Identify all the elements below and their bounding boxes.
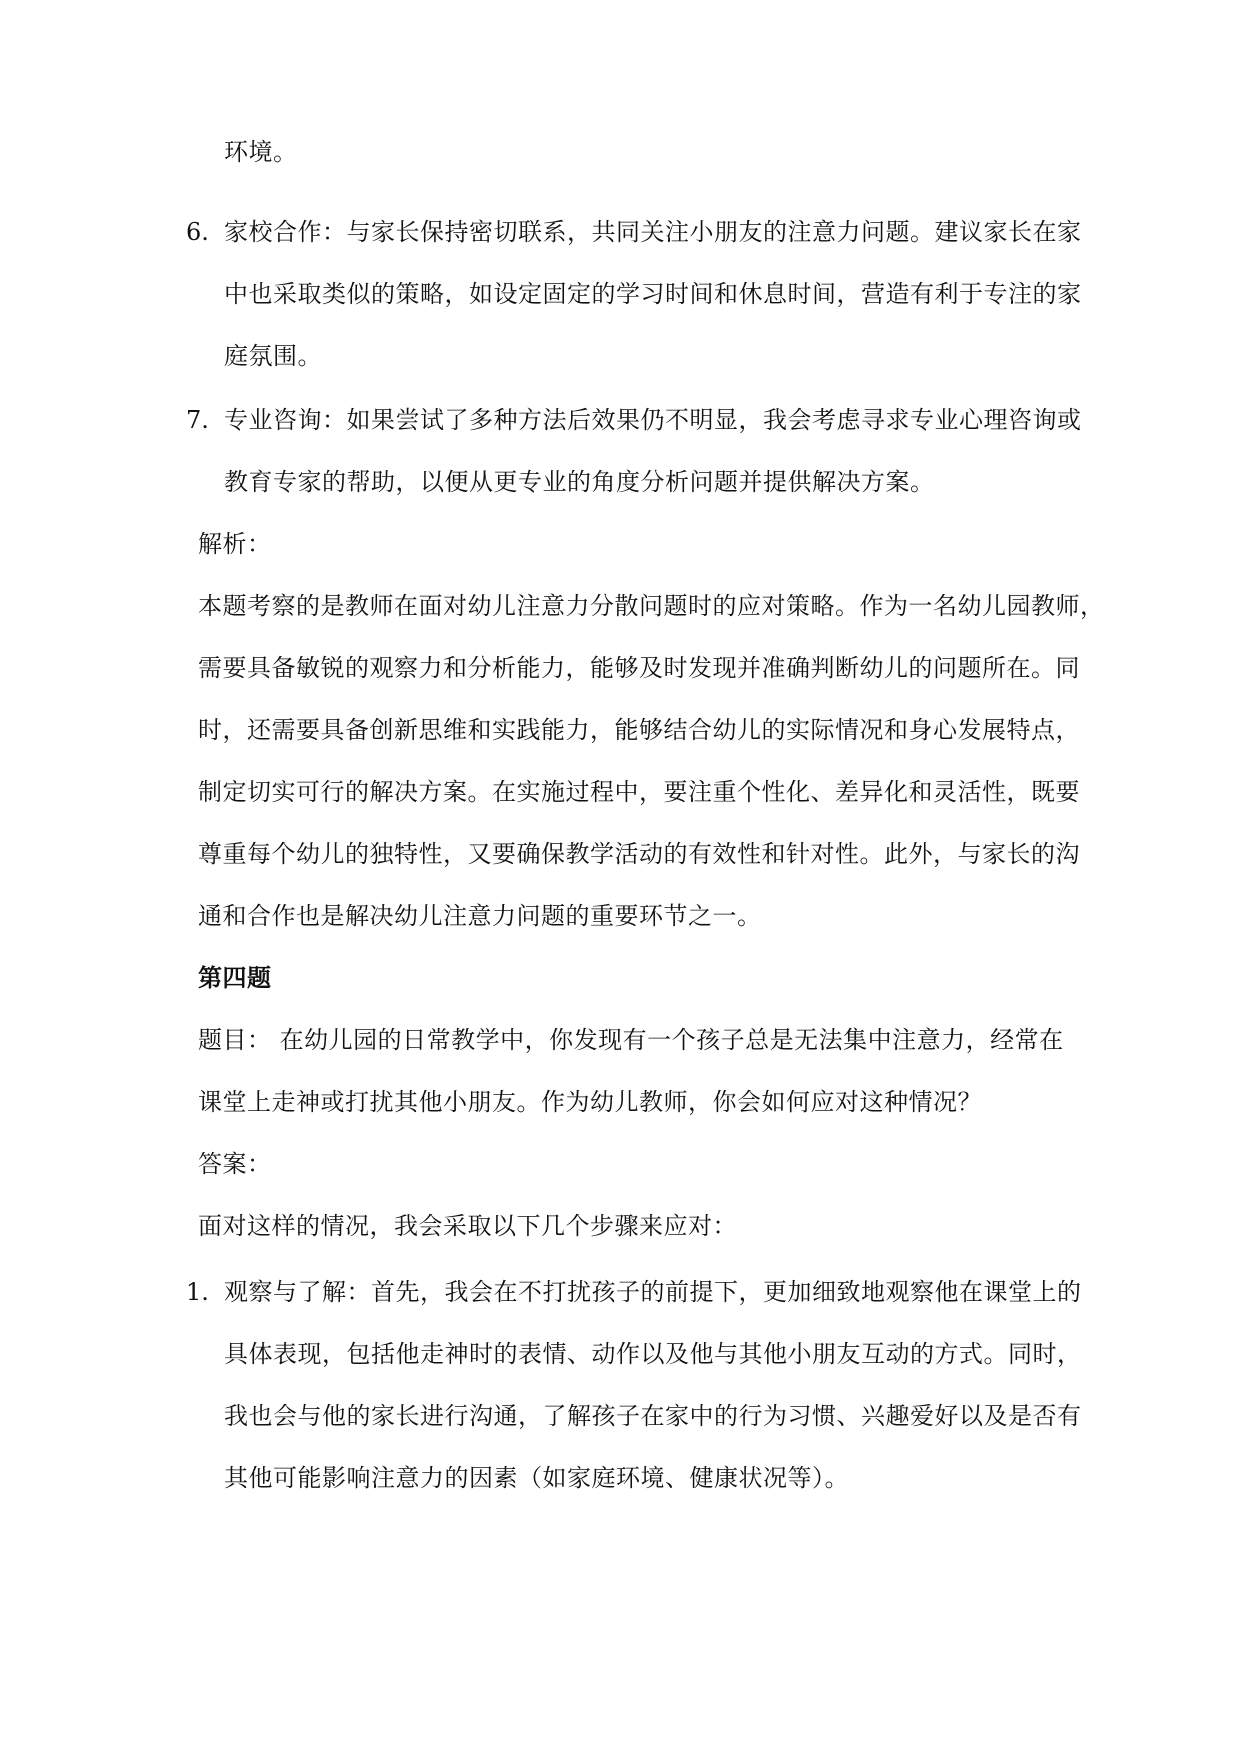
analysis-line-5: 尊重每个幼儿的独特性，又要确保教学活动的有效性和针对性。此外，与家长的沟 — [198, 840, 1080, 868]
item7-number: 7. — [186, 406, 209, 434]
analysis-line-6: 通和合作也是解决幼儿注意力问题的重要环节之一。 — [198, 902, 762, 930]
question-line-1: 题目： 在幼儿园的日常教学中，你发现有一个孩子总是无法集中注意力，经常在 — [198, 1026, 1064, 1054]
item5-continuation: 环境。 — [224, 138, 298, 166]
item1-line-3: 我也会与他的家长进行沟通，了解孩子在家中的行为习惯、兴趣爱好以及是否有 — [224, 1402, 1082, 1430]
item7-line-1: 专业咨询：如果尝试了多种方法后效果仍不明显，我会考虑寻求专业心理咨询或 — [224, 406, 1082, 434]
item1-line-1: 观察与了解：首先，我会在不打扰孩子的前提下，更加细致地观察他在课堂上的 — [224, 1278, 1082, 1306]
item6-line-2: 中也采取类似的策略，如设定固定的学习时间和休息时间，营造有利于专注的家 — [224, 280, 1082, 308]
item6-number: 6. — [186, 218, 209, 246]
answer-label: 答案： — [198, 1150, 272, 1178]
item7-line-2: 教育专家的帮助，以便从更专业的角度分析问题并提供解决方案。 — [224, 468, 935, 496]
question-line-2: 课堂上走神或打扰其他小朋友。作为幼儿教师，你会如何应对这种情况？ — [198, 1088, 982, 1116]
section-title: 第四题 — [198, 963, 272, 992]
analysis-line-1: 本题考察的是教师在面对幼儿注意力分散问题时的应对策略。作为一名幼儿园教师， — [198, 592, 1105, 620]
answer-intro: 面对这样的情况，我会采取以下几个步骤来应对： — [198, 1212, 737, 1240]
item6-line-1: 家校合作：与家长保持密切联系，共同关注小朋友的注意力问题。建议家长在家 — [224, 218, 1082, 246]
analysis-label: 解析： — [198, 530, 272, 558]
item1-number: 1. — [186, 1278, 209, 1306]
analysis-line-2: 需要具备敏锐的观察力和分析能力，能够及时发现并准确判断幼儿的问题所在。同 — [198, 654, 1080, 682]
item1-line-4: 其他可能影响注意力的因素（如家庭环境、健康状况等）。 — [224, 1464, 849, 1492]
item6-line-3: 庭氛围。 — [224, 342, 322, 370]
analysis-line-3: 时，还需要具备创新思维和实践能力，能够结合幼儿的实际情况和身心发展特点， — [198, 716, 1080, 744]
item1-line-2: 具体表现，包括他走神时的表情、动作以及他与其他小朋友互动的方式。同时， — [224, 1340, 1082, 1368]
analysis-line-4: 制定切实可行的解决方案。在实施过程中，要注重个性化、差异化和灵活性，既要 — [198, 778, 1080, 806]
